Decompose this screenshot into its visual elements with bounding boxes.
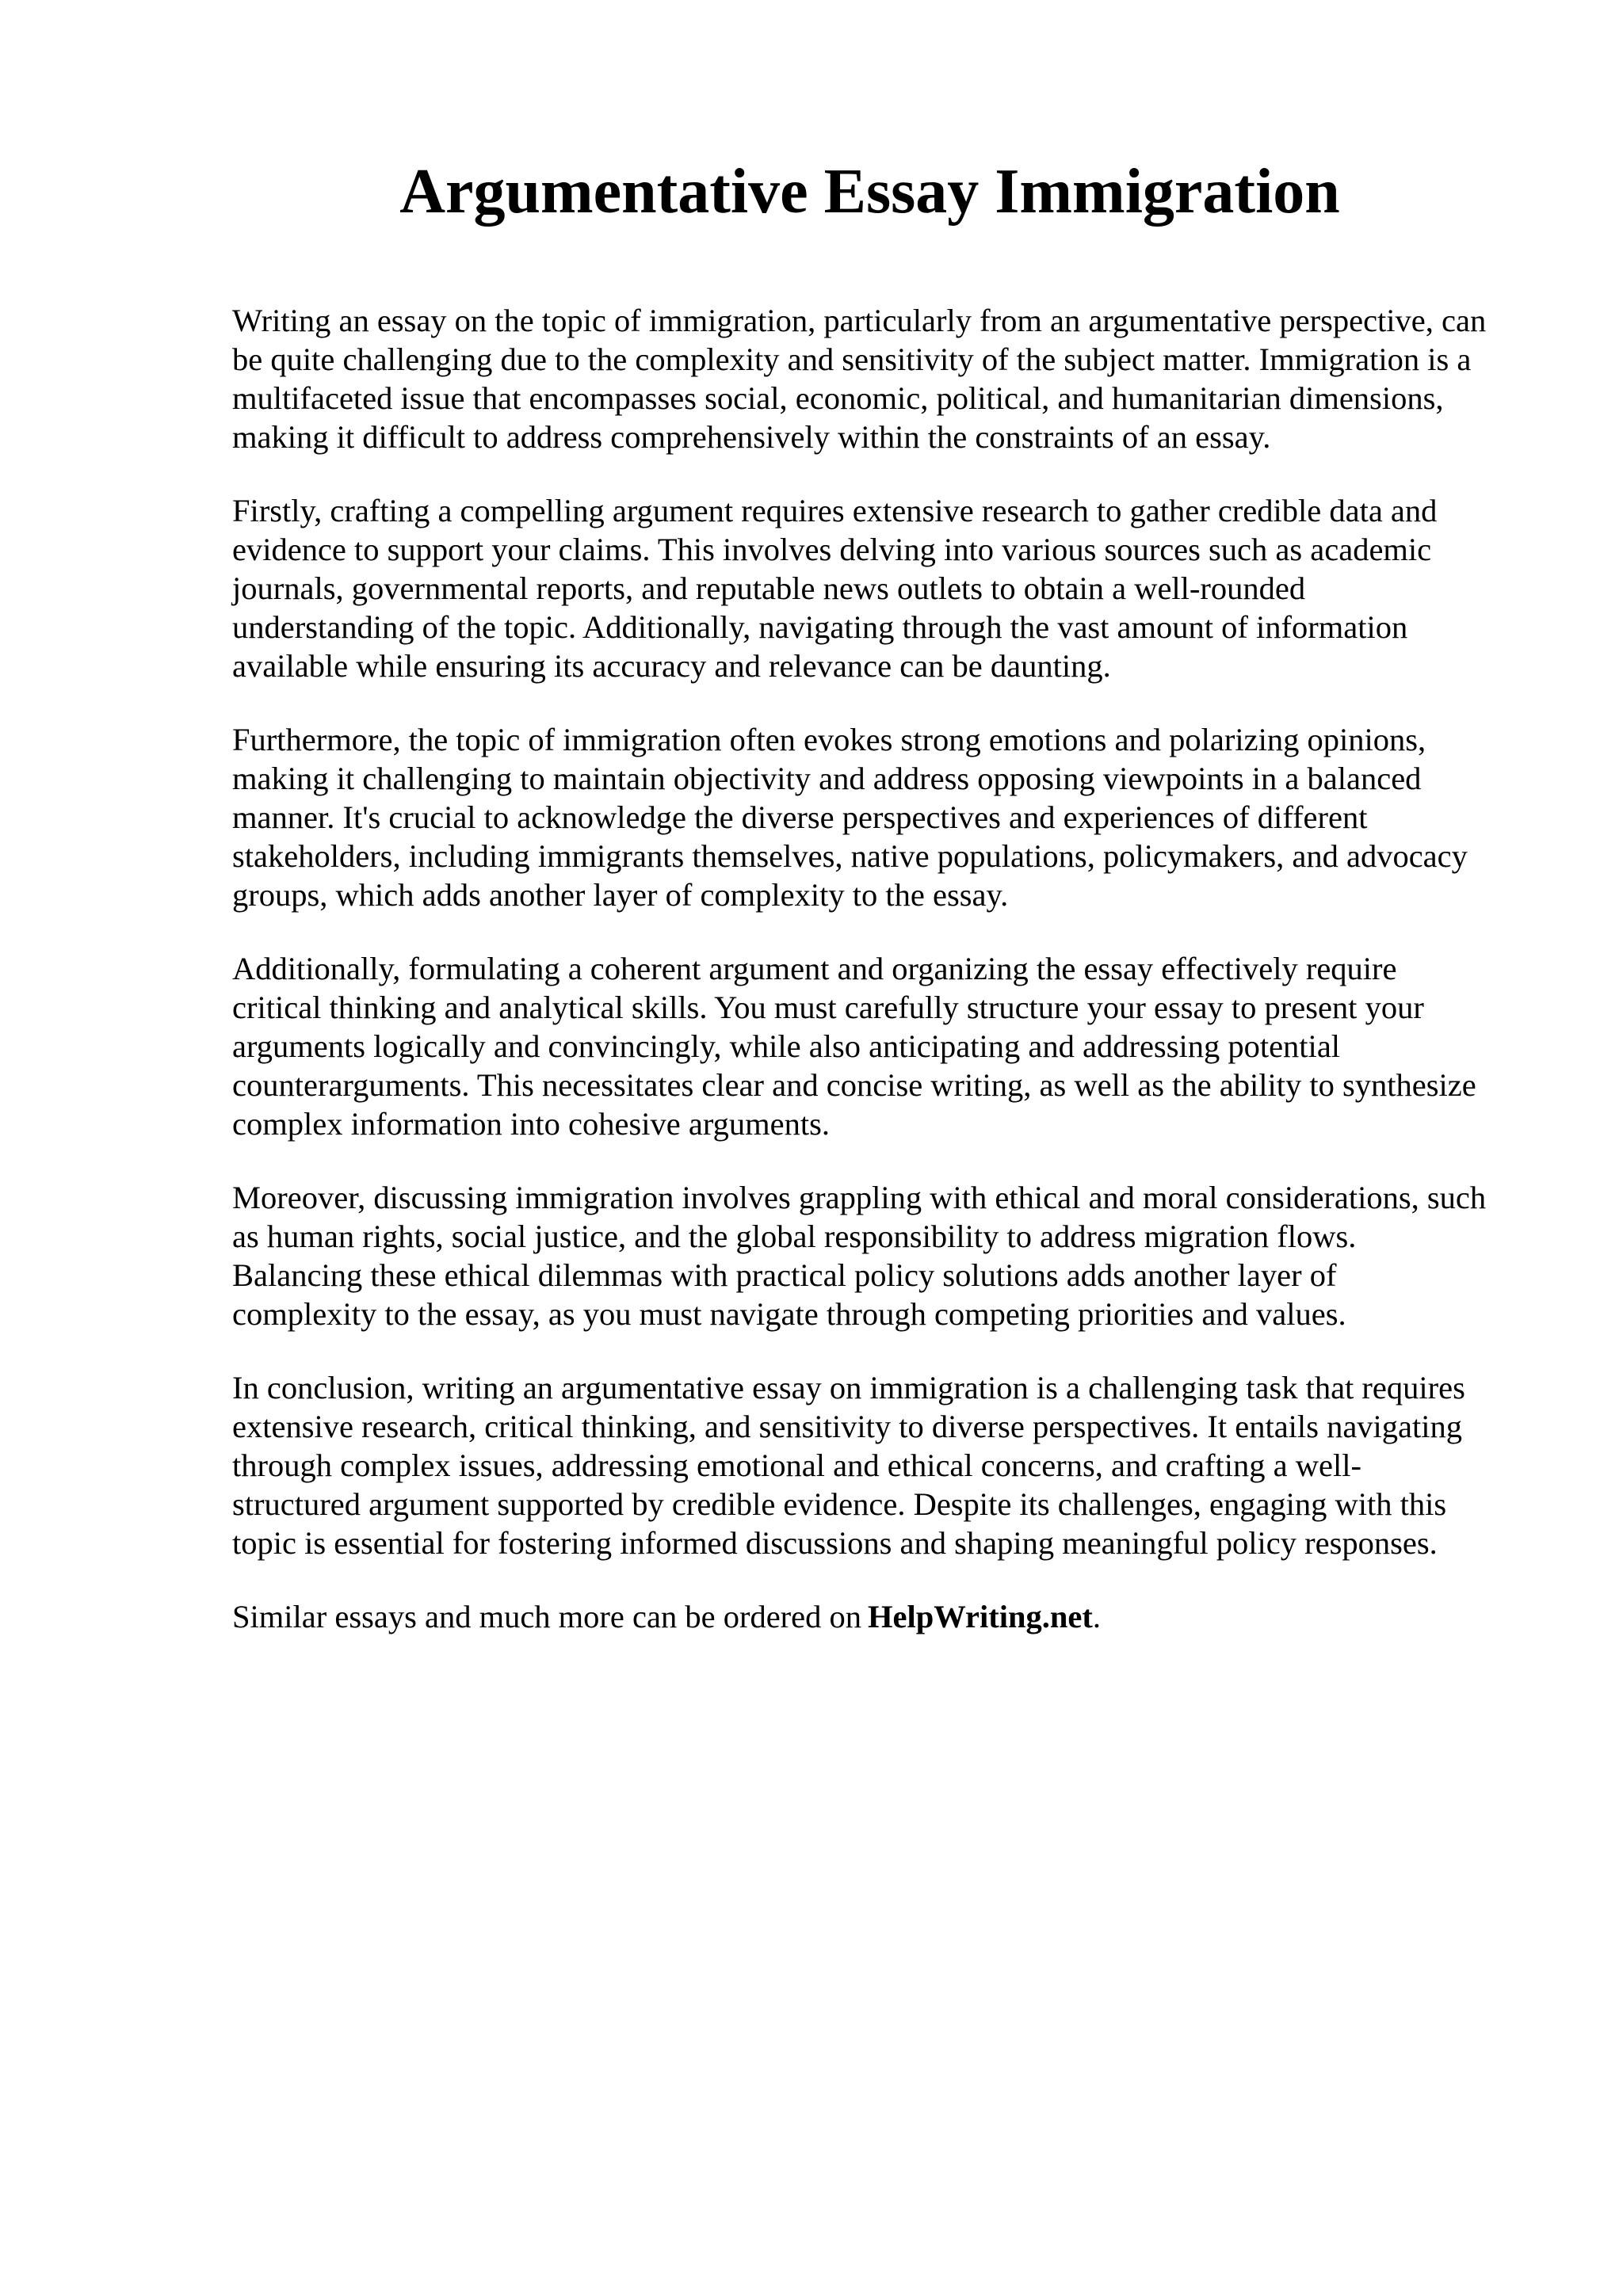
- paragraph-line: Moreover, discussing immigration involves grappling with ethical and moral considerations, such: [232, 1180, 1487, 1215]
- paragraph-line: evidence to support your claims. This involves delving into various sources such as academic: [232, 532, 1432, 567]
- paragraph-line: counterarguments. This necessitates clear and concise writing, as well as the ability to synthesize: [232, 1067, 1476, 1103]
- paragraph-line: groups, which adds another layer of complexity to the essay.: [232, 877, 1009, 913]
- paragraph-line: Balancing these ethical dilemmas with practical policy solutions adds another layer of: [232, 1257, 1337, 1293]
- paragraph-line: complex information into cohesive arguments.: [232, 1106, 830, 1142]
- document-body: [232, 301, 1532, 1636]
- paragraph-line: available while ensuring its accuracy and relevance can be daunting.: [232, 648, 1111, 684]
- paragraph-line: multifaceted issue that encompasses social, economic, political, and humanitarian dimensions,: [232, 380, 1444, 416]
- paragraph-line: extensive research, critical thinking, and sensitivity to diverse perspectives. It entails navigating: [232, 1409, 1463, 1444]
- paragraph-line: understanding of the topic. Additionally, navigating through the vast amount of information: [232, 609, 1408, 645]
- paragraph-line: making it challenging to maintain objectivity and address opposing viewpoints in a balanced: [232, 761, 1422, 796]
- paragraph-3: [232, 720, 1532, 914]
- paragraph-line: In conclusion, writing an argumentative essay on immigration is a challenging task that requires: [232, 1370, 1465, 1405]
- paragraph-line: Furthermore, the topic of immigration often evokes strong emotions and polarizing opinions,: [232, 722, 1426, 757]
- paragraph-5: [232, 1178, 1532, 1333]
- paragraph-line: structured argument supported by credible evidence. Despite its challenges, engaging with this: [232, 1486, 1447, 1522]
- paragraph-line: through complex issues, addressing emotional and ethical concerns, and crafting a well-: [232, 1447, 1361, 1483]
- promo-suffix: .: [1092, 1599, 1102, 1634]
- paragraph-line: Firstly, crafting a compelling argument requires extensive research to gather credible data and: [232, 493, 1438, 528]
- paragraph-line: be quite challenging due to the complexity and sensitivity of the subject matter. Immigration is a: [232, 341, 1472, 377]
- paragraph-line: manner. It's crucial to acknowledge the diverse perspectives and experiences of different: [232, 799, 1368, 835]
- promo-footer: [232, 1597, 1532, 1636]
- paragraph-line: complexity to the essay, as you must navigate through competing priorities and values.: [232, 1296, 1346, 1332]
- paragraph-line: Additionally, formulating a coherent argument and organizing the essay effectively require: [232, 951, 1397, 986]
- paragraph-2: [232, 491, 1532, 685]
- paragraph-4: [232, 949, 1532, 1143]
- paragraph-1: [232, 301, 1532, 456]
- paragraph-line: stakeholders, including immigrants themselves, native populations, policymakers, and advocacy: [232, 838, 1468, 874]
- paragraph-line: topic is essential for fostering informed discussions and shaping meaningful policy responses.: [232, 1525, 1438, 1561]
- paragraph-6: [232, 1368, 1532, 1562]
- paragraph-line: journals, governmental reports, and reputable news outlets to obtain a well-rounded: [232, 570, 1306, 606]
- paragraph-line: making it difficult to address comprehensively within the constraints of an essay.: [232, 419, 1271, 455]
- helpwriting-link[interactable]: HelpWriting.net: [868, 1599, 1093, 1634]
- paragraph-line: Writing an essay on the topic of immigration, particularly from an argumentative perspective, can: [232, 303, 1487, 338]
- promo-prefix: Similar essays and much more can be ordered on: [232, 1599, 862, 1634]
- paragraph-line: arguments logically and convincingly, while also anticipating and addressing potential: [232, 1028, 1341, 1064]
- document-title: Argumentative Essay Immigration: [399, 157, 1340, 227]
- paragraph-line: as human rights, social justice, and the global responsibility to address migration flows.: [232, 1219, 1357, 1254]
- paragraph-line: critical thinking and analytical skills. You must carefully structure your essay to present your: [232, 990, 1424, 1025]
